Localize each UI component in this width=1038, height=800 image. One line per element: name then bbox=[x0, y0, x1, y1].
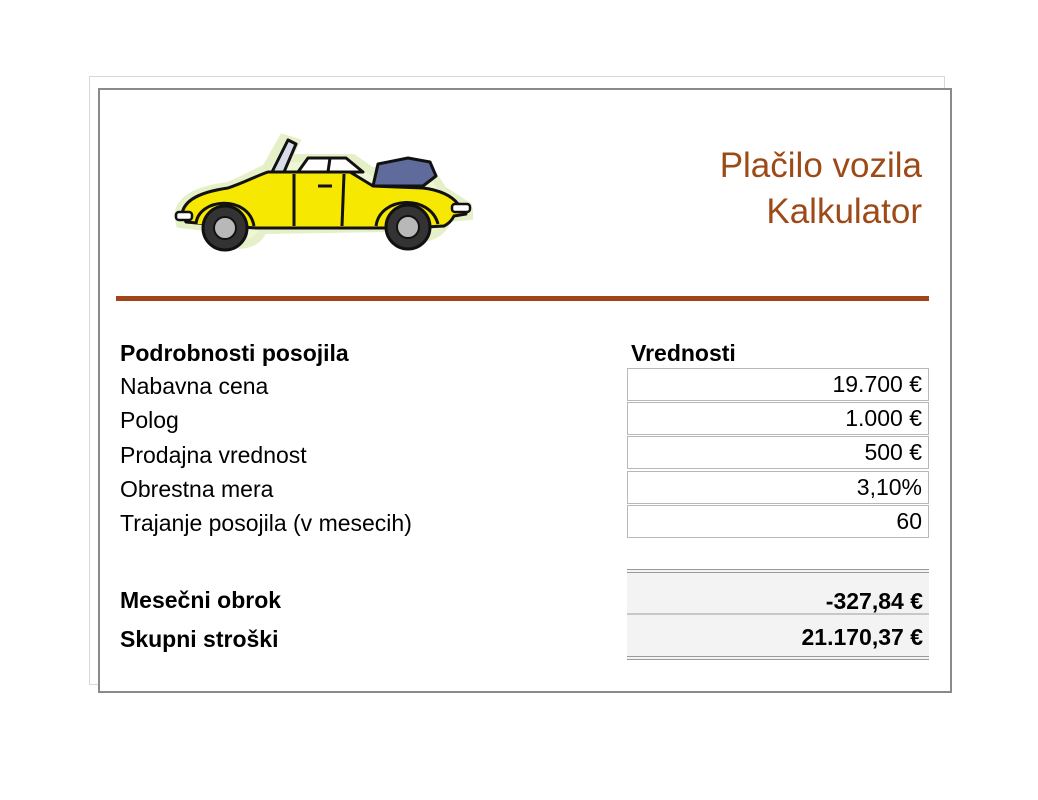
trade-in-value-field[interactable]: 500 € bbox=[627, 436, 929, 469]
row-label-purchase-price: Nabavna cena bbox=[120, 373, 269, 399]
row-label-down-payment: Polog bbox=[120, 407, 179, 433]
down-payment-field[interactable]: 1.000 € bbox=[627, 402, 929, 435]
details-column-header: Podrobnosti posojila bbox=[120, 340, 349, 366]
interest-rate-field[interactable]: 3,10% bbox=[627, 471, 929, 504]
total-cost-value: 21.170,37 € bbox=[627, 615, 929, 660]
monthly-payment-label: Mesečni obrok bbox=[120, 587, 282, 613]
title-line-2: Kalkulator bbox=[766, 192, 922, 231]
convertible-car-icon bbox=[168, 128, 473, 258]
row-label-loan-term: Trajanje posojila (v mesecih) bbox=[120, 510, 412, 536]
row-label-interest-rate: Obrestna mera bbox=[120, 476, 274, 502]
page-title bbox=[720, 143, 922, 235]
values-column-header: Vrednosti bbox=[631, 340, 736, 366]
header-divider bbox=[116, 296, 929, 301]
row-label-trade-in-value: Prodajna vrednost bbox=[120, 442, 307, 468]
loan-term-field[interactable]: 60 bbox=[627, 505, 929, 538]
total-cost-label: Skupni stroški bbox=[120, 626, 279, 652]
title-line-1: Plačilo vozila bbox=[719, 146, 922, 185]
purchase-price-field[interactable]: 19.700 € bbox=[627, 368, 929, 401]
monthly-payment-value: -327,84 € bbox=[627, 569, 929, 615]
